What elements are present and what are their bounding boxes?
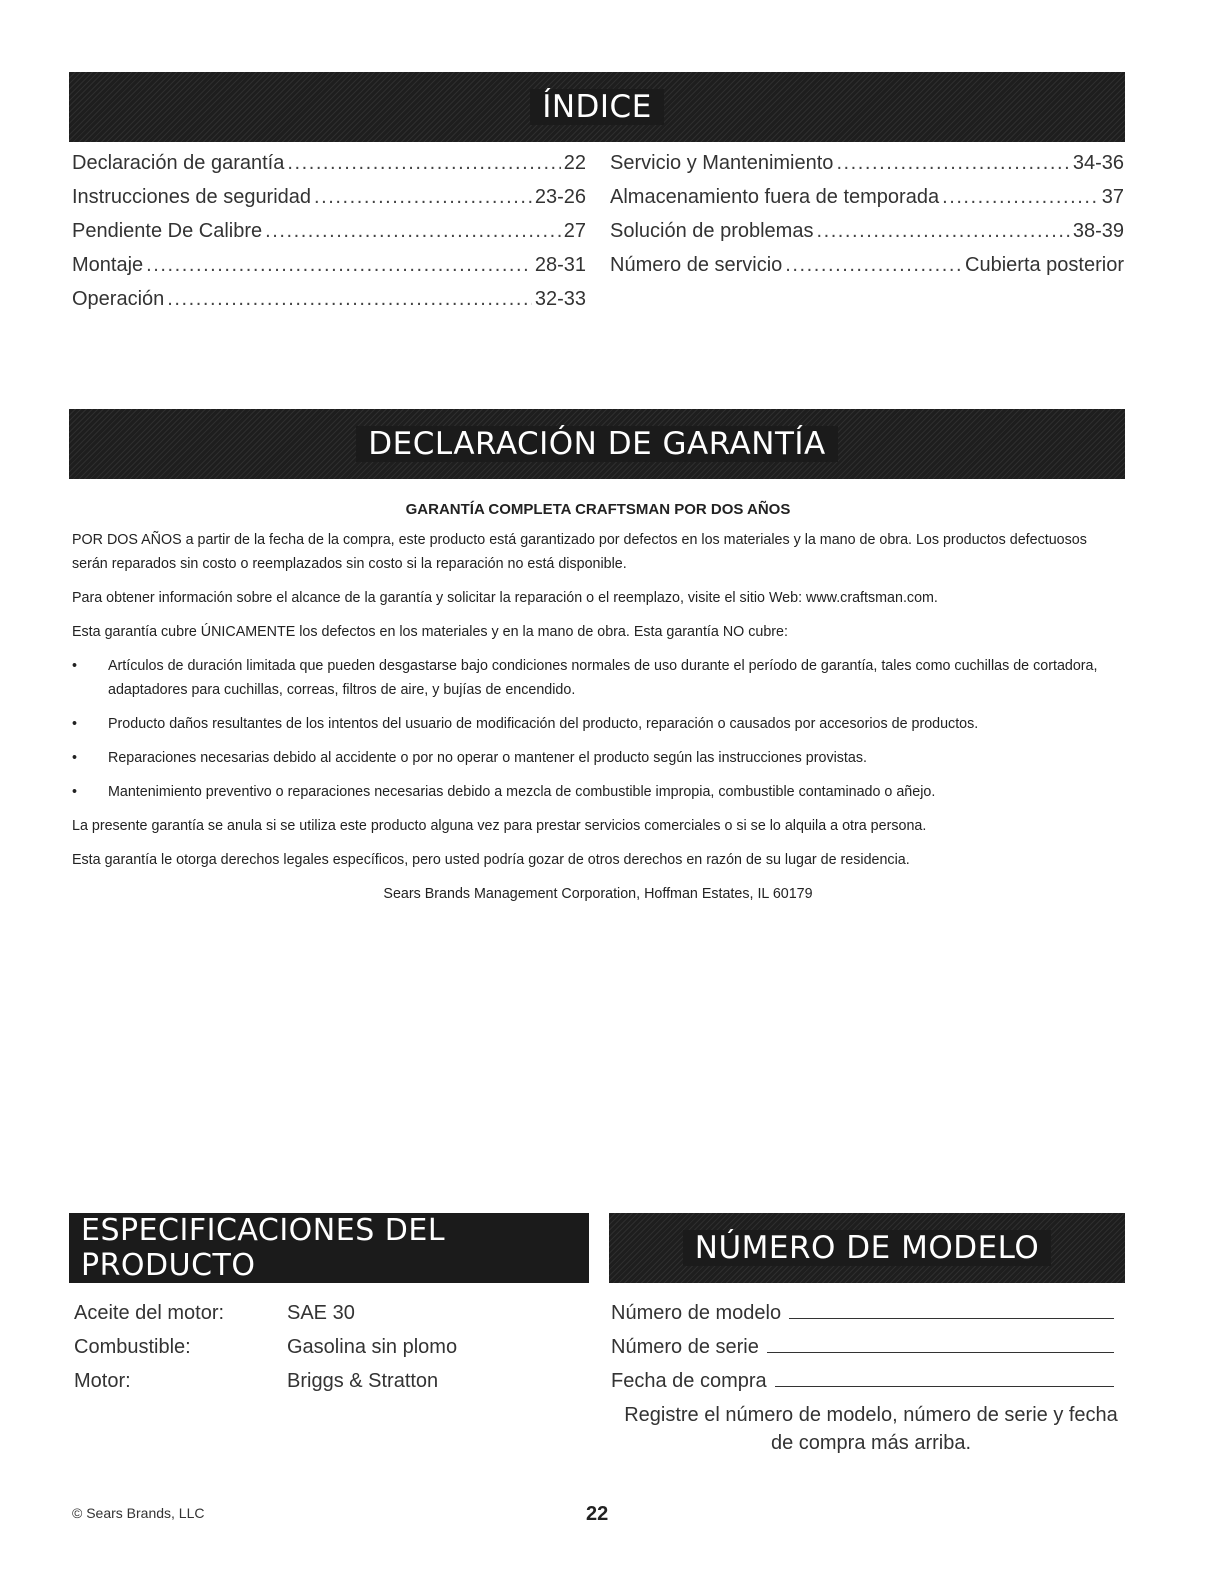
- specs-table: [74, 1296, 457, 1398]
- toc-entry-label: Declaración de garantía: [72, 152, 285, 174]
- toc-entry-label: Servicio y Mantenimiento: [610, 152, 834, 174]
- specs-banner: [69, 1213, 589, 1283]
- toc-entry: [72, 152, 586, 186]
- field-label: Fecha de compra: [611, 1370, 767, 1392]
- toc-leader-dots: [836, 152, 1069, 175]
- modelo-title: NÚMERO DE MODELO: [683, 1230, 1052, 1266]
- toc-leader-dots: [314, 186, 532, 209]
- indice-title: ÍNDICE: [530, 89, 664, 125]
- toc-entry-page: Cubierta posterior: [965, 254, 1124, 276]
- field-label: Número de modelo: [611, 1302, 782, 1324]
- garantia-paragraph: Esta garantía le otorga derechos legales específicos, pero usted podría gozar de otros derechos en razón de su lugar de residencia.: [72, 852, 910, 868]
- blank-line[interactable]: [775, 1364, 1114, 1387]
- bullet-icon: •: [72, 784, 78, 800]
- bullet-icon: •: [72, 716, 78, 732]
- garantia-paragraph: POR DOS AÑOS a partir de la fecha de la compra, este producto está garantizado por defectos en los materiales y la mano de obra. Los productos defectuosos serán reparados sin costo o reemplazados sin costo si la reparación no está disponible.: [72, 532, 1087, 572]
- list-item-text: Reparaciones necesarias debido al accidente o por no operar o mantener el producto según las instrucciones provistas.: [108, 750, 867, 766]
- garantia-address: Sears Brands Management Corporation, Hoffman Estates, IL 60179: [383, 886, 813, 902]
- toc-entry-page: 34-36: [1072, 152, 1124, 174]
- modelo-fields: [611, 1296, 1114, 1398]
- model-number-field[interactable]: [611, 1296, 1114, 1330]
- garantia-banner: [69, 409, 1125, 479]
- toc-entry: [610, 186, 1124, 220]
- bullet-icon: •: [72, 750, 78, 766]
- toc-entry-label: Pendiente De Calibre: [72, 220, 263, 242]
- list-item-text: Mantenimiento preventivo o reparaciones necesarias debido a mezcla de combustible impropia, combustible contaminado o añejo.: [108, 784, 936, 800]
- toc-entry: [72, 186, 586, 220]
- toc-leader-dots: [785, 254, 962, 277]
- garantia-paragraph: Esta garantía cubre ÚNICAMENTE los defectos en los materiales y en la mano de obra. Esta garantía NO cubre:: [72, 624, 788, 640]
- toc-entry-label: Almacenamiento fuera de temporada: [610, 186, 940, 208]
- garantia-exclusions-list: [72, 654, 1124, 804]
- garantia-subtitle: GARANTÍA COMPLETA CRAFTSMAN POR DOS AÑOS: [405, 501, 791, 518]
- spec-label: Combustible:: [74, 1335, 191, 1358]
- toc-entry: [610, 254, 1124, 288]
- toc-leader-dots: [265, 220, 561, 243]
- toc-right-column: [610, 152, 1124, 288]
- toc-entry-page: 32-33: [534, 288, 586, 310]
- toc-entry-page: 28-31: [534, 254, 586, 276]
- page-number: 22: [586, 1503, 609, 1525]
- toc-entry: [72, 220, 586, 254]
- spec-label: Aceite del motor:: [74, 1301, 225, 1324]
- toc-entry-page: 38-39: [1072, 220, 1124, 242]
- toc-leader-dots: [287, 152, 560, 175]
- indice-banner: [69, 72, 1125, 142]
- spec-label: Motor:: [74, 1369, 131, 1392]
- spec-row: [74, 1296, 457, 1330]
- toc-leader-dots: [146, 254, 532, 277]
- bullet-icon: •: [72, 658, 78, 674]
- footer-copyright: © Sears Brands, LLC: [72, 1505, 205, 1521]
- spec-value: Gasolina sin plomo: [287, 1335, 458, 1358]
- toc-leader-dots: [816, 220, 1069, 243]
- spec-row: [74, 1364, 457, 1398]
- toc-entry-page: 37: [1101, 186, 1124, 208]
- toc-entry: [610, 220, 1124, 254]
- list-item-text: Producto daños resultantes de los intentos del usuario de modificación del producto, reparación o causados por accesorios de productos.: [108, 716, 979, 732]
- modelo-banner: [609, 1213, 1125, 1283]
- purchase-date-field[interactable]: [611, 1364, 1114, 1398]
- toc-entry-page: 27: [563, 220, 586, 242]
- spec-value: Briggs & Stratton: [287, 1369, 439, 1392]
- spec-value: SAE 30: [287, 1301, 355, 1324]
- toc-entry: [72, 288, 586, 322]
- toc-entry-label: Instrucciones de seguridad: [72, 186, 312, 208]
- blank-line[interactable]: [789, 1296, 1114, 1319]
- toc-entry: [610, 152, 1124, 186]
- blank-line[interactable]: [767, 1330, 1114, 1353]
- toc-left-column: [72, 152, 586, 322]
- modelo-note: Registre el número de modelo, número de serie y fecha de compra más arriba.: [624, 1404, 1118, 1454]
- toc-entry-label: Operación: [72, 288, 165, 310]
- list-item: [72, 654, 1124, 702]
- toc-entry-label: Montaje: [72, 254, 144, 276]
- toc-entry-label: Solución de problemas: [610, 220, 814, 242]
- specs-title: ESPECIFICACIONES DEL PRODUCTO: [69, 1213, 589, 1283]
- list-item: [72, 746, 1124, 770]
- toc-entry-label: Número de servicio: [610, 254, 783, 276]
- garantia-body: [72, 498, 1124, 916]
- toc-entry-page: 23-26: [534, 186, 586, 208]
- field-label: Número de serie: [611, 1336, 759, 1358]
- toc-leader-dots: [167, 288, 532, 311]
- list-item: [72, 712, 1124, 736]
- toc-leader-dots: [942, 186, 1099, 209]
- toc-entry-page: 22: [563, 152, 586, 174]
- garantia-paragraph: La presente garantía se anula si se utiliza este producto alguna vez para prestar servicios comerciales o si se lo alquila a otra persona.: [72, 818, 927, 834]
- garantia-paragraph: Para obtener información sobre el alcance de la garantía y solicitar la reparación o el reemplazo, visite el sitio Web: www.craftsman.com.: [72, 590, 938, 606]
- list-item: [72, 780, 1124, 804]
- serial-number-field[interactable]: [611, 1330, 1114, 1364]
- spec-row: [74, 1330, 457, 1364]
- list-item-text: Artículos de duración limitada que pueden desgastarse bajo condiciones normales de uso durante el período de garantía, tales como cuchillas de cortadora, adaptadores para cuchillas, correas, filtros de aire, y bujías de encendido.: [108, 658, 1098, 698]
- garantia-title: DECLARACIÓN DE GARANTÍA: [356, 426, 837, 462]
- toc-entry: [72, 254, 586, 288]
